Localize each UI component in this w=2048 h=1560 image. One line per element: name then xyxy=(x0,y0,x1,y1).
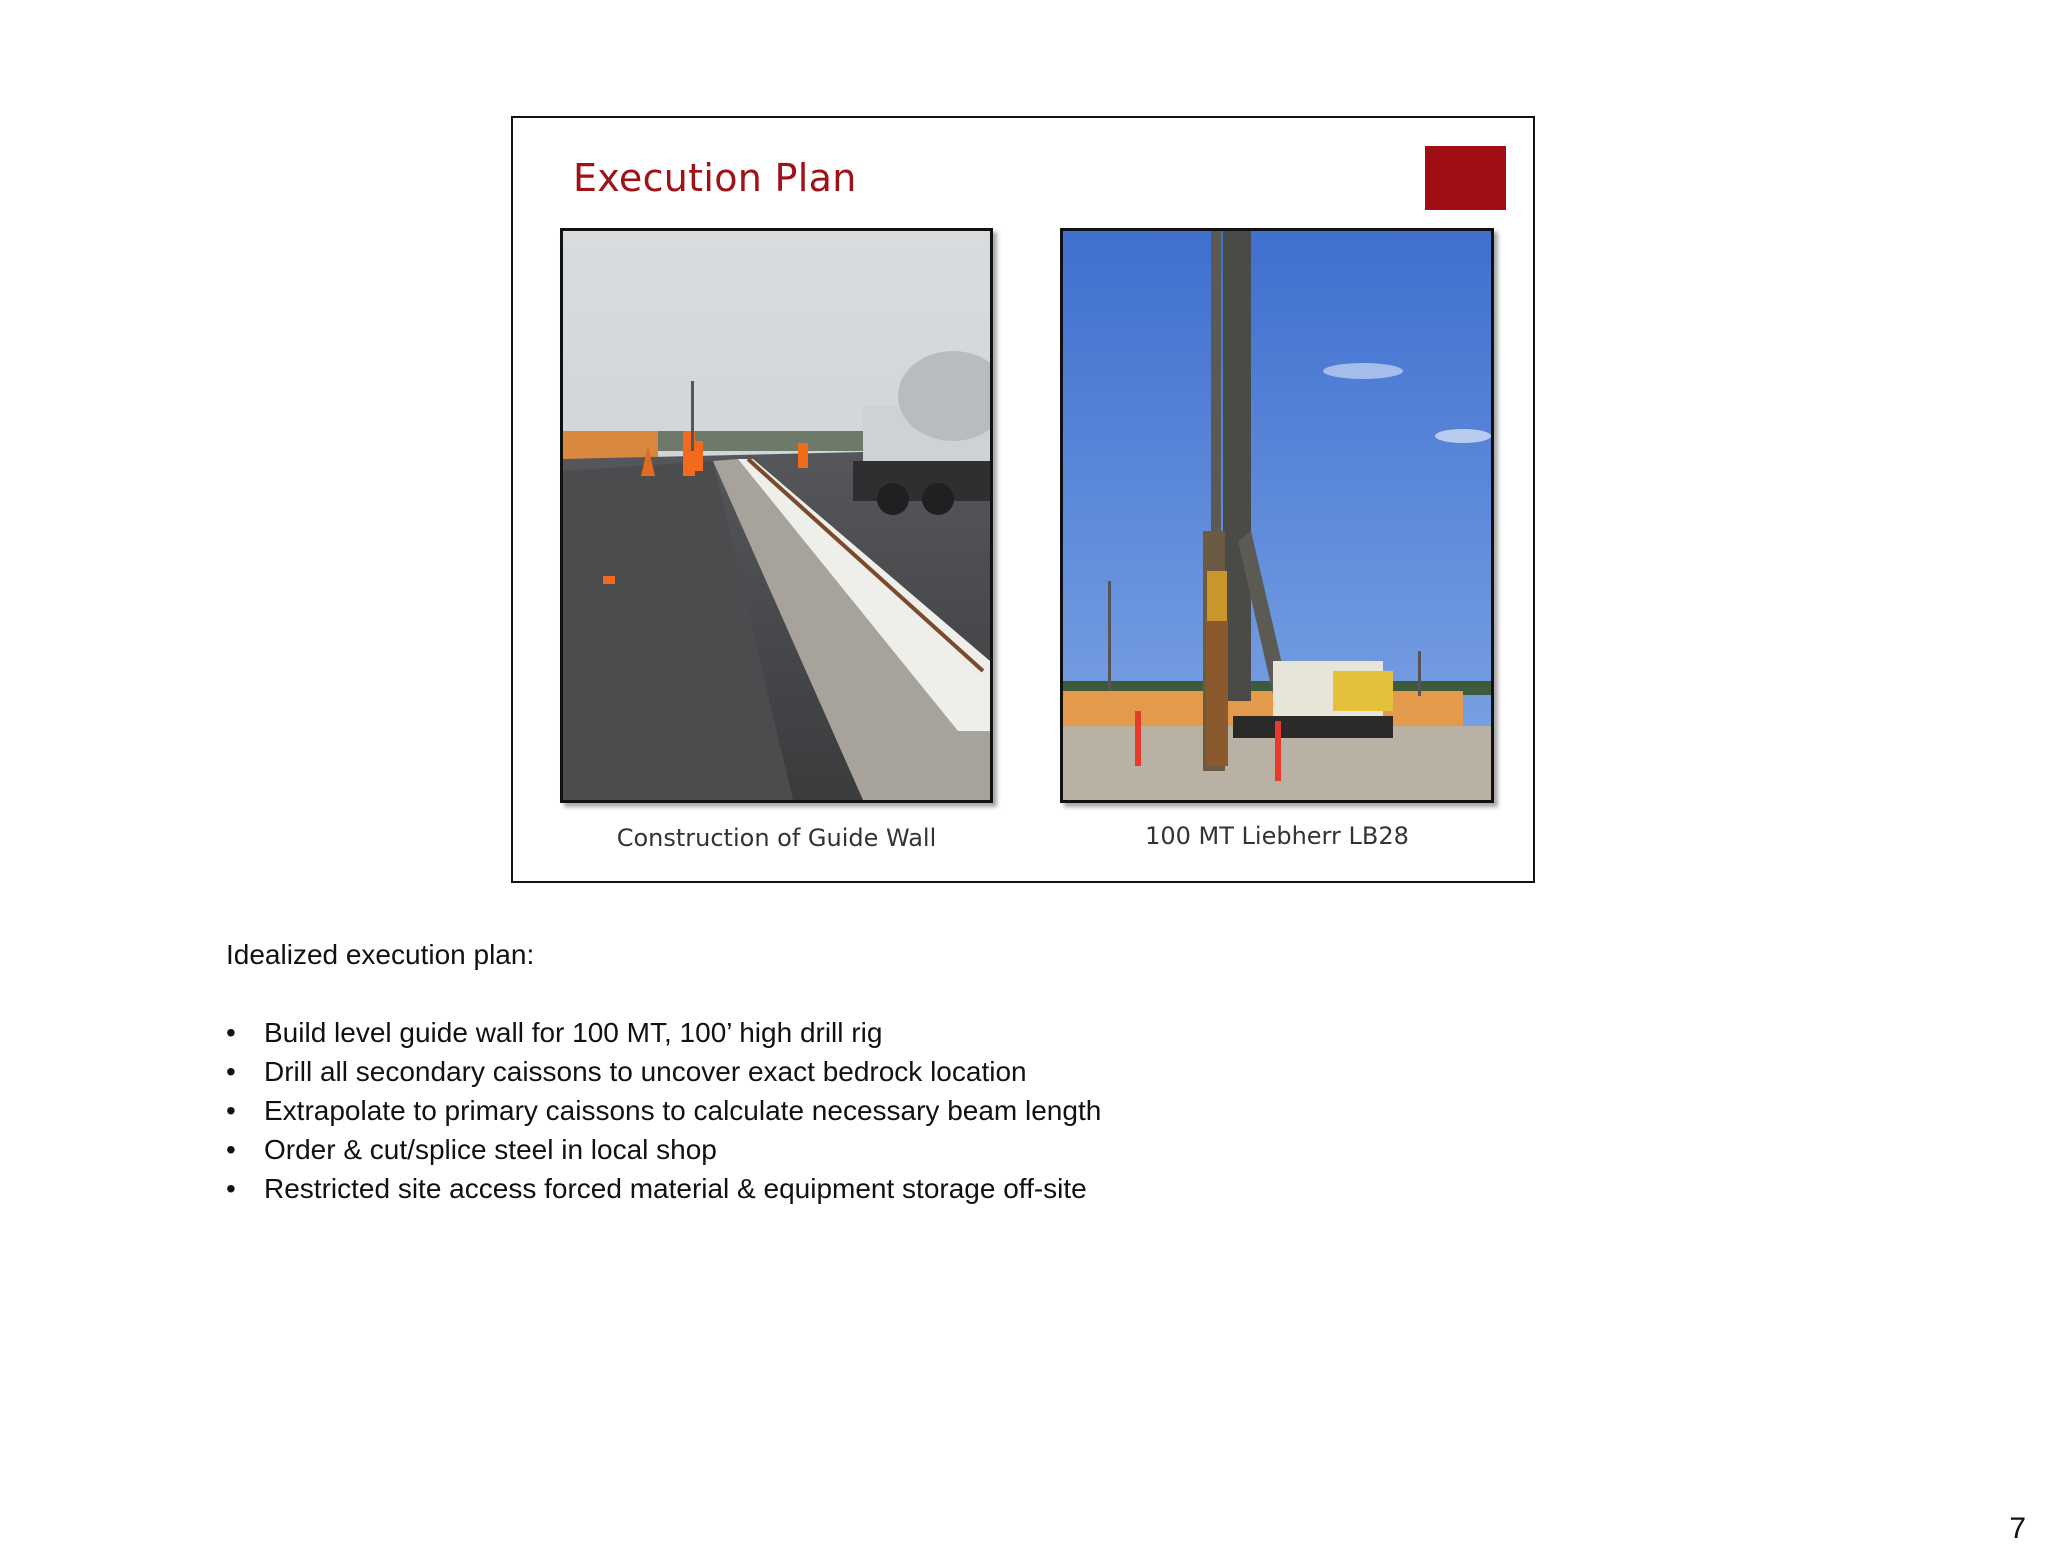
notes-bullet-list xyxy=(226,1013,1101,1208)
bullet-icon: • xyxy=(226,1173,236,1204)
bullet-icon: • xyxy=(226,1056,236,1087)
drill-rig-photo xyxy=(1060,228,1494,803)
slide-title: Execution Plan xyxy=(573,156,857,200)
list-item xyxy=(226,1052,1101,1091)
accent-square xyxy=(1425,146,1506,210)
notes-intro: Idealized execution plan: xyxy=(226,939,535,970)
guide-wall-caption: Construction of Guide Wall xyxy=(616,824,937,852)
list-item xyxy=(226,1169,1101,1208)
list-item xyxy=(226,1013,1101,1052)
bullet-text: Restricted site access forced material & equipment storage off-site xyxy=(264,1173,1087,1204)
bullet-text: Drill all secondary caissons to uncover exact bedrock location xyxy=(264,1056,1027,1087)
list-item xyxy=(226,1091,1101,1130)
bullet-text: Order & cut/splice steel in local shop xyxy=(264,1134,717,1165)
guide-wall-photo xyxy=(560,228,993,803)
drill-rig-caption: 100 MT Liebherr LB28 xyxy=(1145,822,1409,850)
bullet-text: Extrapolate to primary caissons to calculate necessary beam length xyxy=(264,1095,1102,1126)
list-item xyxy=(226,1130,1101,1169)
bullet-icon: • xyxy=(226,1134,236,1165)
page-number: 7 xyxy=(2009,1512,2026,1545)
bullet-text: Build level guide wall for 100 MT, 100’ high drill rig xyxy=(264,1017,883,1048)
bullet-icon: • xyxy=(226,1095,236,1126)
slide-image xyxy=(511,116,1535,883)
bullet-icon: • xyxy=(226,1017,236,1048)
speaker-notes xyxy=(226,935,1101,1208)
